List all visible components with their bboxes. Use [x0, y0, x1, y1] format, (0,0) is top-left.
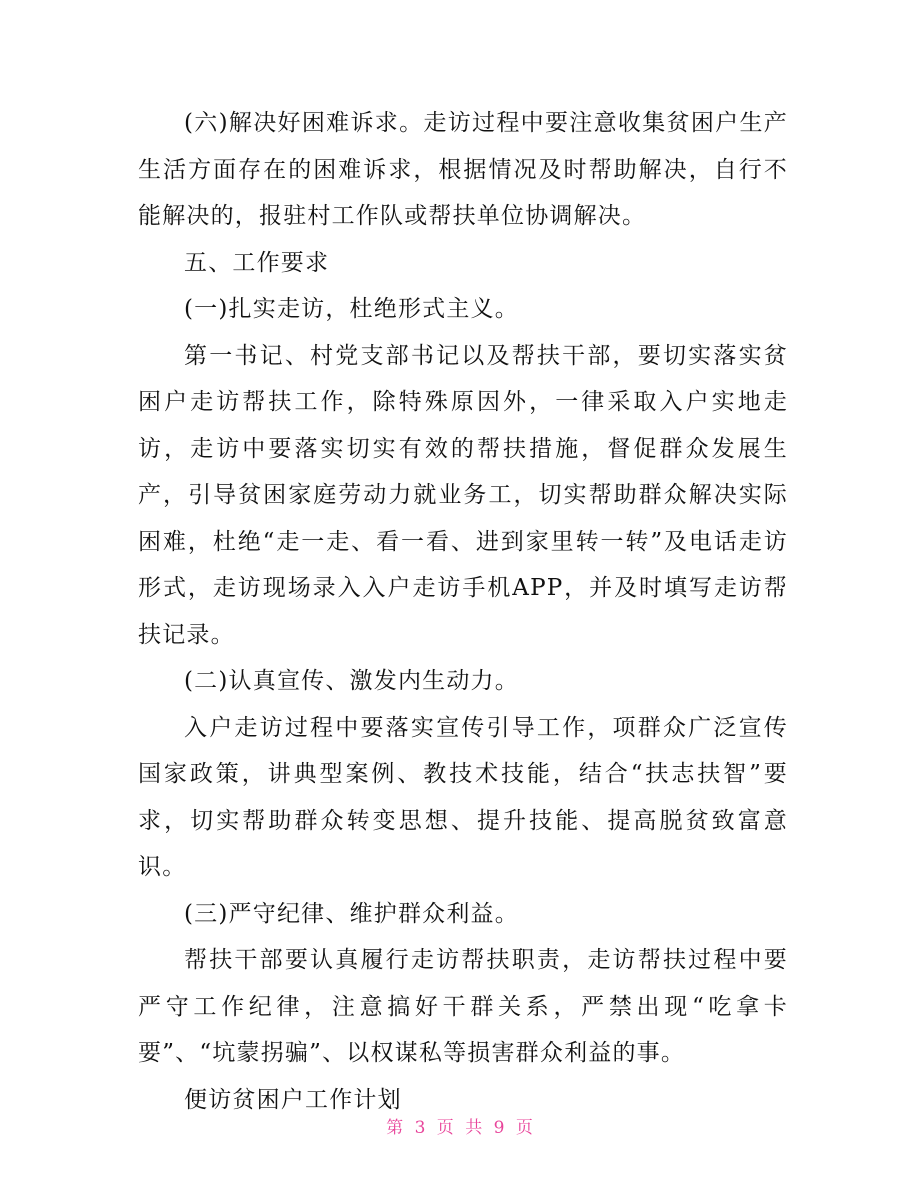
paragraph-discipline: 帮扶干部要认真履行走访帮扶职责，走访帮扶过程中要严守工作纪律，注意搞好干群关系，严禁出现“吃拿卡要”、“坑蒙拐骗”、以权谋私等损害群众利益的事。 — [138, 947, 788, 1066]
closing-title: 便访贫困户工作计划 — [184, 1086, 402, 1113]
paragraph-publicity: 入户走访过程中要落实宣传引导工作，项群众广泛宣传国家政策，讲典型案例、教技术技能，结合“扶志扶智”要求，切实帮助群众转变思想、提升技能、提高脱贫致富意识。 — [138, 714, 788, 880]
page-footer — [0, 1113, 920, 1138]
footer-page-unit: 页 — [436, 1118, 455, 1138]
subheading-publicity: (二)认真宣传、激发内生动力。 — [184, 668, 519, 694]
footer-total-label: 共 — [465, 1118, 484, 1138]
footer-current-page: 3 — [414, 1118, 427, 1138]
subheading-discipline: (三)严守纪律、维护群众利益。 — [184, 900, 519, 927]
footer-total-unit: 页 — [515, 1118, 534, 1138]
footer-page-label: 第 — [386, 1118, 405, 1138]
paragraph-solid-visits: 第一书记、村党支部书记以及帮扶干部，要切实落实贫困户走访帮扶工作，除特殊原因外，一律采取入户实地走访，走访中要落实切实有效的帮扶措施，督促群众发展生产，引导贫困家庭劳动力就业务工，切实帮助群众解决实际困难，杜绝“走一走、看一看、进到家里转一转”及电话走访形式，走访现场录入入户走访手机APP，并及时填写走访帮扶记录。 — [138, 342, 788, 648]
heading-work-requirements: 五、工作要求 — [184, 249, 330, 276]
document-body — [138, 100, 788, 1123]
footer-total-pages: 9 — [493, 1118, 506, 1138]
subheading-solid-visits: (一)扎实走访，杜绝形式主义。 — [184, 296, 519, 322]
paragraph-difficulty-requests: (六)解决好困难诉求。走访过程中要注意收集贫困户生产生活方面存在的困难诉求，根据情况及时帮助解决，自行不能解决的，报驻村工作队或帮扶单位协调解决。 — [138, 110, 788, 229]
